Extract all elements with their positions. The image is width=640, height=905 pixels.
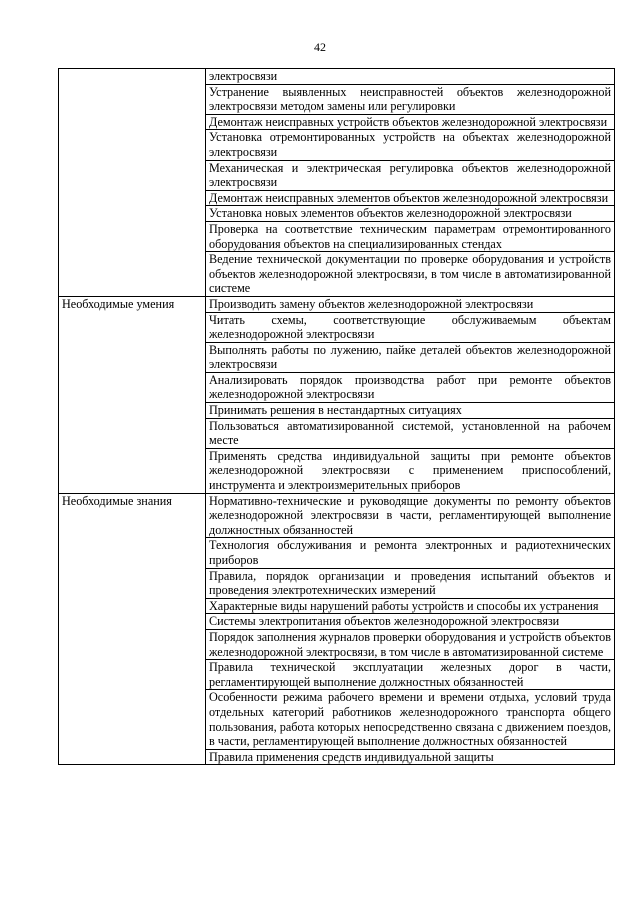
page-number: 42 xyxy=(314,40,326,54)
requirement-item: Проверка на соответствие техническим параметрам отремонтированного оборудования объектов на специализированных стендах xyxy=(206,221,615,251)
requirement-item: Правила применения средств индивидуальной защиты xyxy=(206,749,615,765)
requirement-item: Ведение технической документации по проверке оборудования и устройств объектов железнодорожной электросвязи, в том числе в автоматизированной системе xyxy=(206,252,615,297)
requirement-item: Читать схемы, соответствующие обслуживаемым объектам железнодорожной электросвязи xyxy=(206,312,615,342)
requirement-item: Порядок заполнения журналов проверки оборудования и устройств объектов железнодорожной электросвязи, в том числе в автоматизированной системе xyxy=(206,629,615,659)
requirement-item: Анализировать порядок производства работ при ремонте объектов железнодорожной электросвязи xyxy=(206,372,615,402)
requirement-item: электросвязи xyxy=(206,69,615,85)
requirement-item: Установка новых элементов объектов железнодорожной электросвязи xyxy=(206,206,615,222)
requirement-item: Правила, порядок организации и проведения испытаний объектов и проведения электротехнических измерений xyxy=(206,568,615,598)
requirements-table xyxy=(58,68,615,765)
requirement-item: Правила технической эксплуатации железных дорог в части, регламентирующей выполнение должностных обязанностей xyxy=(206,660,615,690)
table-row xyxy=(59,296,615,312)
table-row xyxy=(59,493,615,538)
table-row xyxy=(59,69,615,85)
requirement-item: Особенности режима рабочего времени и времени отдыха, условий труда отдельных категорий работников железнодорожного транспорта общего пользования, работа которых непосредственно связана с движением поездов, в части, регламентирующей выполнение должностных обязанностей xyxy=(206,690,615,749)
requirement-item: Пользоваться автоматизированной системой, установленной на рабочем месте xyxy=(206,418,615,448)
requirement-item: Принимать решения в нестандартных ситуациях xyxy=(206,403,615,419)
requirement-item: Устранение выявленных неисправностей объектов железнодорожной электросвязи методом замены или регулировки xyxy=(206,84,615,114)
section-label: Необходимые знания xyxy=(59,493,206,765)
requirement-item: Системы электропитания объектов железнодорожной электросвязи xyxy=(206,614,615,630)
requirement-item: Применять средства индивидуальной защиты при ремонте объектов железнодорожной электросвязи с применением приспособлений, инструмента и электроизмерительных приборов xyxy=(206,448,615,493)
requirement-item: Технология обслуживания и ремонта электронных и радиотехнических приборов xyxy=(206,538,615,568)
requirement-item: Установка отремонтированных устройств на объектах железнодорожной электросвязи xyxy=(206,130,615,160)
requirement-item: Выполнять работы по лужению, пайке деталей объектов железнодорожной электросвязи xyxy=(206,342,615,372)
section-label: Необходимые умения xyxy=(59,296,206,493)
requirement-item: Производить замену объектов железнодорожной электросвязи xyxy=(206,296,615,312)
requirement-item: Демонтаж неисправных устройств объектов железнодорожной электросвязи xyxy=(206,114,615,130)
section-label xyxy=(59,69,206,297)
requirement-item: Механическая и электрическая регулировка объектов железнодорожной электросвязи xyxy=(206,160,615,190)
requirement-item: Характерные виды нарушений работы устройств и способы их устранения xyxy=(206,598,615,614)
requirement-item: Демонтаж неисправных элементов объектов железнодорожной электросвязи xyxy=(206,190,615,206)
requirement-item: Нормативно-технические и руководящие документы по ремонту объектов железнодорожной электросвязи в части, регламентирующей выполнение должностных обязанностей xyxy=(206,493,615,538)
